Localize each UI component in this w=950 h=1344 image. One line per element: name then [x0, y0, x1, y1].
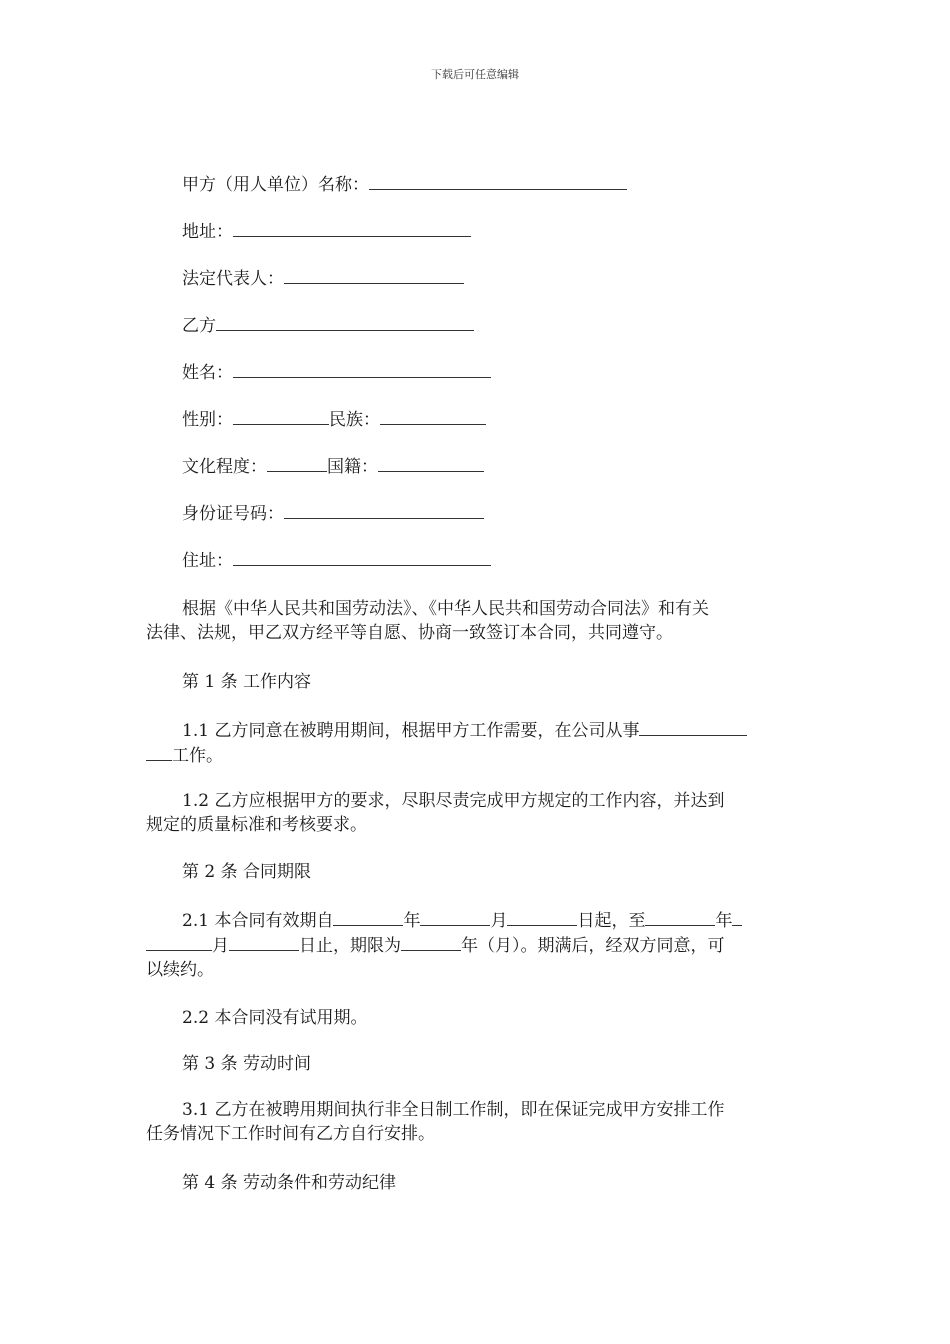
- clause-1-2: [146, 789, 806, 837]
- term-label: 年（月）。期满后，经双方同意，可: [461, 936, 725, 956]
- clause-3-1: [146, 1098, 806, 1146]
- address-blank: [233, 219, 471, 237]
- clause-1-1-line-2: [146, 743, 806, 768]
- article-3-title: 第 3 条 劳动时间: [182, 1054, 312, 1074]
- clause-1-1-blank-a: [639, 718, 747, 736]
- id-number-field: [182, 501, 484, 526]
- start-year-blank: [333, 908, 403, 926]
- address-field: [182, 219, 471, 244]
- party-a-name-label: 甲方（用人单位）名称：: [182, 175, 369, 195]
- start-year-label: 年: [403, 911, 421, 931]
- end-day-label: 日止，期限为: [299, 936, 401, 956]
- id-number-blank: [284, 501, 484, 519]
- education-blank: [267, 454, 327, 472]
- start-day-blank: [507, 908, 577, 926]
- clause-2-1: [146, 908, 806, 982]
- end-year-blank: [645, 908, 715, 926]
- name-label: 姓名：: [182, 363, 233, 383]
- residence-field: [182, 548, 491, 573]
- gender-blank: [233, 407, 329, 425]
- end-year-label: 年: [715, 911, 733, 931]
- preamble-line-2: 法律、法规，甲乙双方经平等自愿、协商一致签订本合同，共同遵守。: [146, 623, 673, 643]
- clause-1-1: [146, 718, 806, 768]
- header-note: 下载后可任意编辑: [431, 68, 519, 81]
- article-1-title: 第 1 条 工作内容: [182, 672, 312, 692]
- clause-1-2-line-2: 规定的质量标准和考核要求。: [146, 815, 367, 835]
- legal-rep-blank: [284, 266, 464, 284]
- clause-1-1-blank-b: [146, 743, 172, 761]
- residence-label: 住址：: [182, 551, 233, 571]
- end-month-label: 月: [212, 936, 229, 956]
- article-4-title: 第 4 条 劳动条件和劳动纪律: [182, 1173, 397, 1193]
- gender-ethnicity-field: [182, 407, 486, 432]
- clause-1-1-line-1: [146, 718, 806, 743]
- preamble-paragraph: [146, 597, 806, 645]
- clause-2-2: 2.2 本合同没有试用期。: [182, 1008, 368, 1028]
- party-a-name-blank: [369, 172, 627, 190]
- start-day-label: 日起，至: [577, 911, 646, 931]
- clause-3-1-line-1: 3.1 乙方在被聘用期间执行非全日制工作制，即在保证完成甲方安排工作: [182, 1100, 725, 1120]
- party-b-label: 乙方: [182, 316, 216, 336]
- legal-rep-field: [182, 266, 464, 291]
- name-blank: [233, 360, 491, 378]
- start-month-blank: [420, 908, 490, 926]
- residence-blank: [233, 548, 491, 566]
- ethnicity-label: 民族：: [329, 410, 380, 430]
- article-2-title: 第 2 条 合同期限: [182, 862, 312, 882]
- nationality-blank: [378, 454, 484, 472]
- clause-2-1-line-2: [146, 933, 806, 958]
- start-month-label: 月: [490, 911, 508, 931]
- party-b-field: [182, 313, 474, 338]
- clause-1-1-suffix: 工作。: [172, 746, 223, 766]
- name-field: [182, 360, 491, 385]
- clause-2-1-line-3: 以续约。: [146, 960, 214, 980]
- address-label: 地址：: [182, 222, 233, 242]
- education-nationality-field: [182, 454, 484, 479]
- clause-1-1-text: 1.1 乙方同意在被聘用期间，根据甲方工作需要，在公司从事: [182, 721, 640, 741]
- id-number-label: 身份证号码：: [182, 504, 284, 524]
- education-label: 文化程度：: [182, 457, 267, 477]
- end-month-blank-b: [146, 933, 212, 951]
- ethnicity-blank: [380, 407, 486, 425]
- nationality-label: 国籍：: [327, 457, 378, 477]
- preamble-line-1: 根据《中华人民共和国劳动法》、《中华人民共和国劳动合同法》和有关: [182, 599, 709, 619]
- clause-2-1-line-1: [146, 908, 806, 933]
- party-b-blank: [216, 313, 474, 331]
- term-blank: [401, 933, 461, 951]
- clause-1-2-line-1: 1.2 乙方应根据甲方的要求，尽职尽责完成甲方规定的工作内容，并达到: [182, 791, 725, 811]
- end-day-blank: [229, 933, 299, 951]
- clause-2-1-start: 2.1 本合同有效期自: [182, 911, 334, 931]
- legal-rep-label: 法定代表人：: [182, 269, 284, 289]
- party-a-name-field: [182, 172, 627, 197]
- end-month-blank-a: [732, 908, 742, 926]
- gender-label: 性别：: [182, 410, 233, 430]
- clause-3-1-line-2: 任务情况下工作时间有乙方自行安排。: [146, 1124, 435, 1144]
